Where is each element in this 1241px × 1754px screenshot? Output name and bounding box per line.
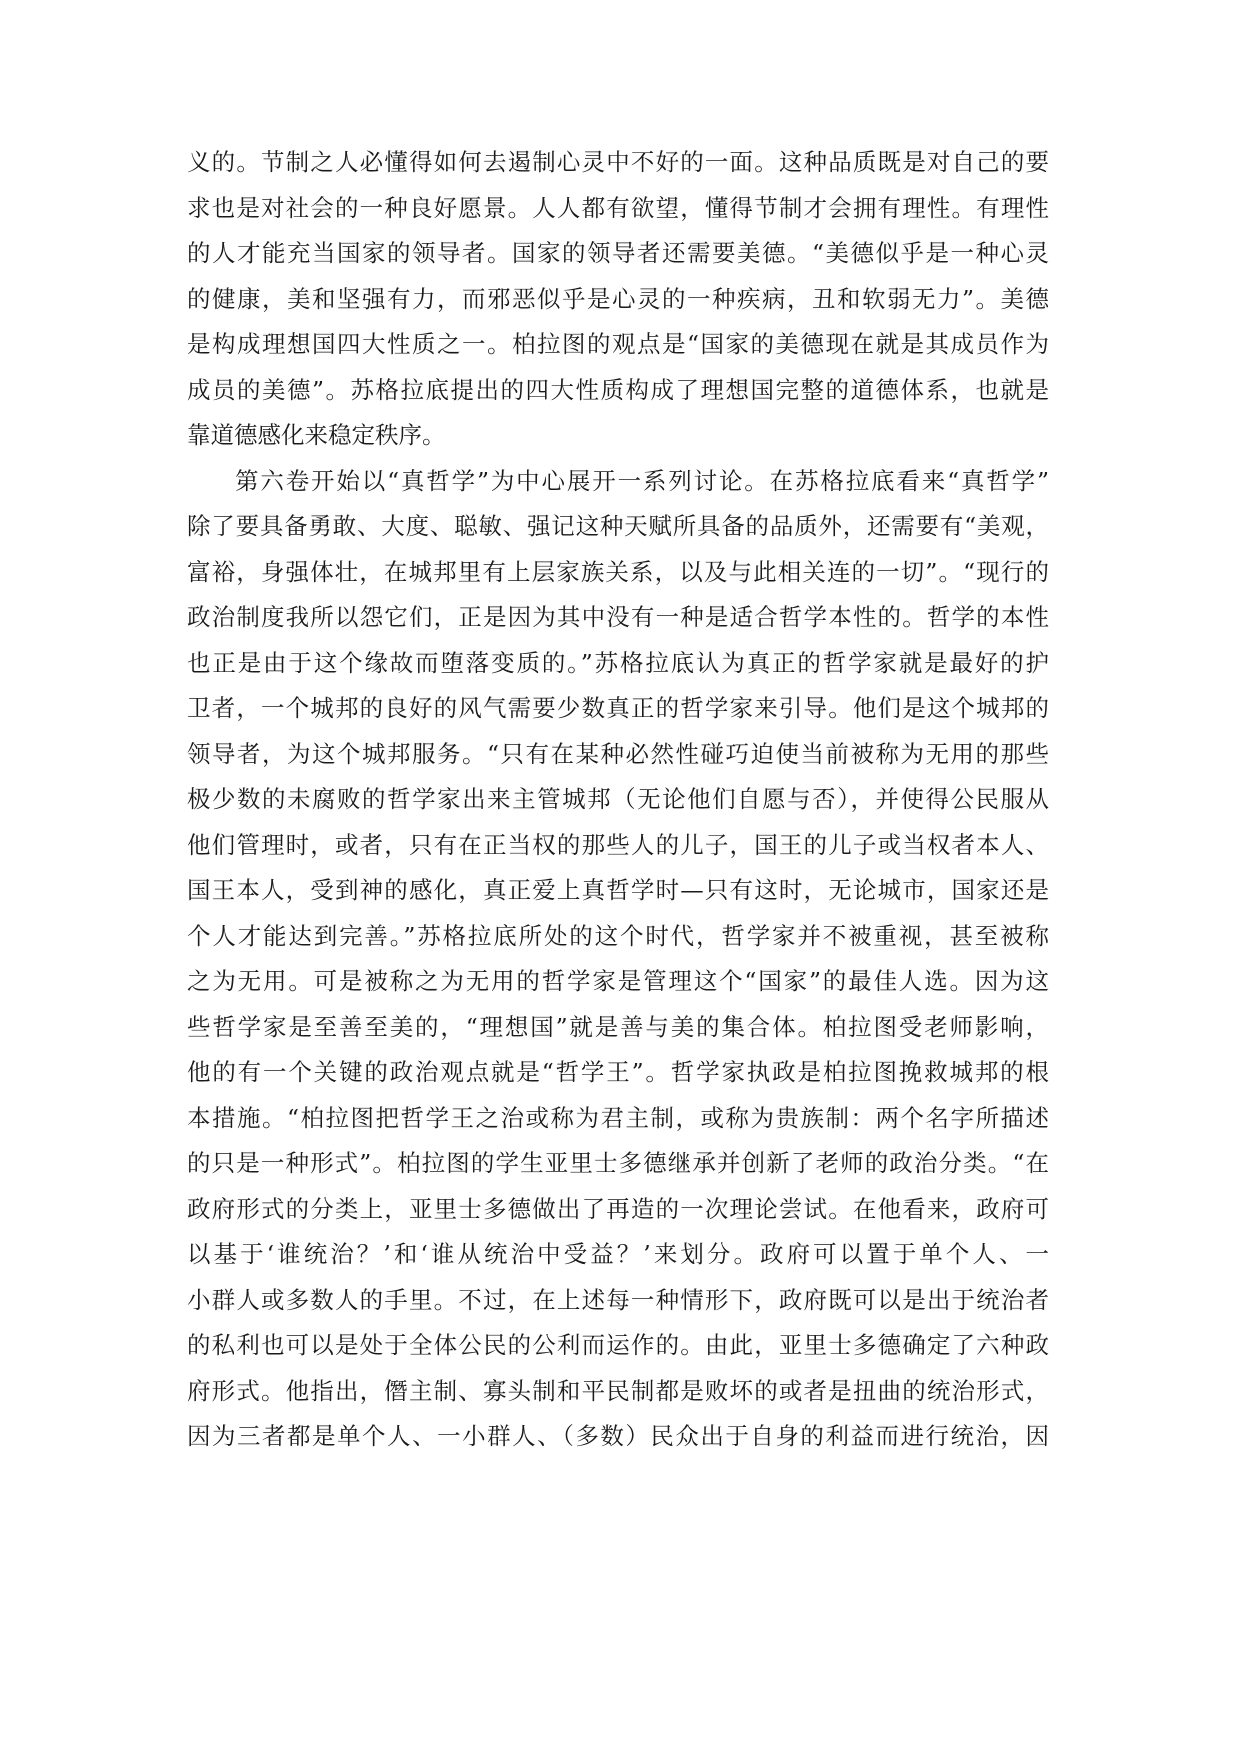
text-line: 的只是一种形式”。柏拉图的学生亚里士多德继承并创新了老师的政治分类。“在 <box>187 1149 1049 1177</box>
text-line: 领导者，为这个城邦服务。“只有在某种必然性碰巧迫使当前被称为无用的那些 <box>187 739 1049 768</box>
text-line: 的人才能充当国家的领导者。国家的领导者还需要美德。“美德似乎是一种心灵 <box>187 239 1049 267</box>
text-line: 之为无用。可是被称之为无用的哲学家是管理这个“国家”的最佳人选。因为这 <box>187 967 1049 995</box>
text-line: 义的。节制之人必懂得如何去遏制心灵中不好的一面。这种品质既是对自己的要 <box>187 148 1049 176</box>
text-line: 靠道德感化来稳定秩序。 <box>187 421 446 449</box>
paragraph-2 <box>187 459 1049 1460</box>
text-line: 第六卷开始以“真哲学”为中心展开一系列讨论。在苏格拉底看来“真哲学” <box>235 466 1049 495</box>
text-line: 政治制度我所以怨它们，正是因为其中没有一种是适合哲学本性的。哲学的本性 <box>187 603 1049 631</box>
text-line: 因为三者都是单个人、一小群人、（多数）民众出于自身的利益而进行统治，因 <box>187 1422 1049 1450</box>
text-line: 极少数的未腐败的哲学家出来主管城邦（无论他们自愿与否），并使得公民服从 <box>187 785 1049 813</box>
text-line: 的私利也可以是处于全体公民的公利而运作的。由此，亚里士多德确定了六种政 <box>187 1331 1049 1359</box>
text-line: 政府形式的分类上，亚里士多德做出了再造的一次理论尝试。在他看来，政府可 <box>187 1194 1049 1223</box>
document-page <box>187 140 1049 1460</box>
text-line: 以基于‘谁统治？’和‘谁从统治中受益？’来划分。政府可以置于单个人、一 <box>187 1240 1049 1268</box>
text-line: 除了要具备勇敢、大度、聪敏、强记这种天赋所具备的品质外，还需要有“美观， <box>187 512 1049 540</box>
text-line: 本措施。“柏拉图把哲学王之治或称为君主制，或称为贵族制：两个名字所描述 <box>187 1103 1049 1132</box>
text-line: 是构成理想国四大性质之一。柏拉图的观点是“国家的美德现在就是其成员作为 <box>187 330 1049 358</box>
text-line: 他们管理时，或者，只有在正当权的那些人的儿子，国王的儿子或当权者本人、 <box>187 830 1049 859</box>
text-line: 也正是由于这个缘故而堕落变质的。”苏格拉底认为真正的哲学家就是最好的护 <box>187 648 1049 677</box>
text-line: 小群人或多数人的手里。不过，在上述每一种情形下，政府既可以是出于统治者 <box>187 1285 1049 1314</box>
text-line: 卫者，一个城邦的良好的风气需要少数真正的哲学家来引导。他们是这个城邦的 <box>187 694 1049 722</box>
paragraph-1 <box>187 140 1049 459</box>
text-line: 富裕，身强体壮，在城邦里有上层家族关系，以及与此相关连的一切”。“现行的 <box>187 557 1049 586</box>
text-line: 他的有一个关键的政治观点就是“哲学王”。哲学家执政是柏拉图挽救城邦的根 <box>187 1058 1049 1086</box>
text-line: 国王本人，受到神的感化，真正爱上真哲学时—只有这时，无论城市，国家还是 <box>187 876 1049 904</box>
text-line: 个人才能达到完善。”苏格拉底所处的这个时代，哲学家并不被重视，甚至被称 <box>187 921 1049 950</box>
text-line: 的健康，美和坚强有力，而邪恶似乎是心灵的一种疾病，丑和软弱无力”。美德 <box>187 284 1049 313</box>
text-line: 成员的美德”。苏格拉底提出的四大性质构成了理想国完整的道德体系，也就是 <box>187 375 1049 404</box>
text-line: 府形式。他指出，僭主制、寡头制和平民制都是败坏的或者是扭曲的统治形式， <box>187 1376 1049 1405</box>
text-line: 些哲学家是至善至美的，“理想国”就是善与美的集合体。柏拉图受老师影响， <box>187 1012 1049 1041</box>
text-line: 求也是对社会的一种良好愿景。人人都有欲望，懂得节制才会拥有理性。有理性 <box>187 193 1049 222</box>
